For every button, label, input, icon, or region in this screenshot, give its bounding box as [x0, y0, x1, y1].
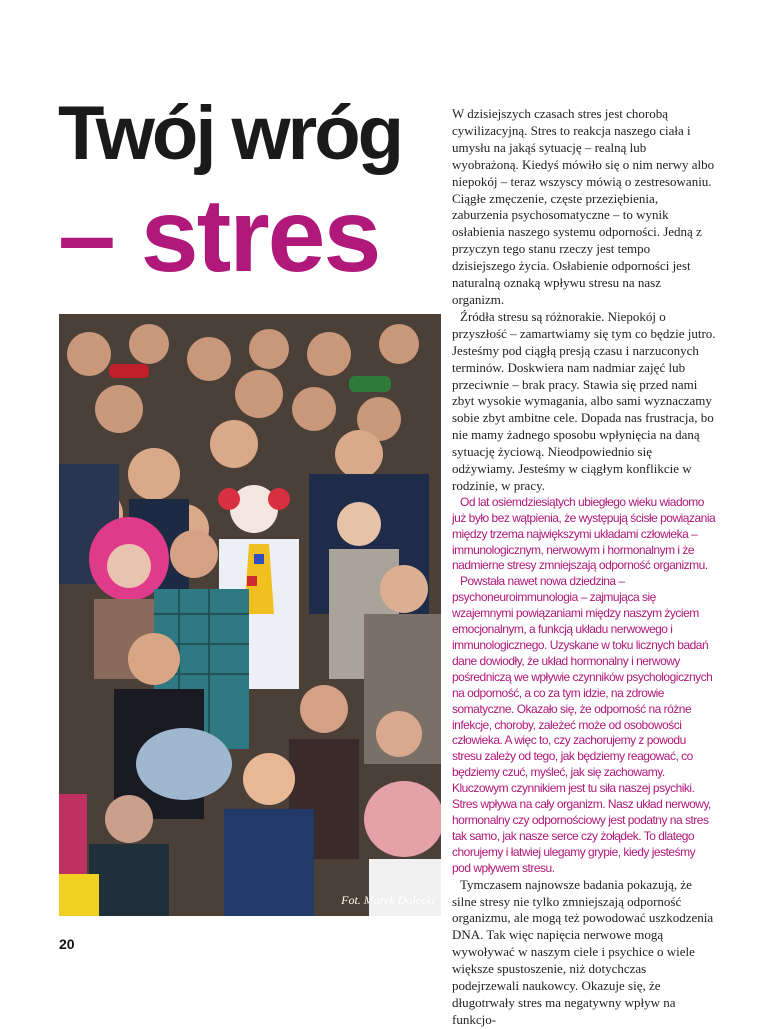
article-column — [452, 106, 716, 1029]
crowd-photo-illustration — [59, 314, 441, 916]
crowd-photo — [59, 314, 441, 916]
paragraph-4: Powstała nawet nowa dziedzina – psychoneuroimmunologia – zajmująca się wzajemnymi powiązaniami między naszym życiem emocjonalnym, a funkcją układu nerwowego i immunologicznego. Uzyskane w toku licznych badań dane dowiodły, że układ hormonalny i nerwowy pośredniczą we wpływie czynników psychologicznych na odporność, a co za tym idzie, na zdrowie somatyczne. Okazało się, że odporność na różne infekcje, choroby, zależeć może od osobowości człowieka. A więc to, czy zachorujemy z powodu stresu zależy od tego, jak będziemy reagować, co będziemy czuć, myśleć, jak się zachowamy. Kluczowym czynnikiem jest tu siła naszej psychiki. Stres wpływa na cały organizm. Nasz układ nerwowy, hormonalny czy odpornościowy jest podatny na stres tak samo, jak nasze serce czy żołądek. To dlatego chorujemy i łatwiej ulegamy grypie, kiedy jesteśmy pod wpływem stresu. — [452, 574, 713, 875]
title-line-1: Twój wróg — [58, 91, 402, 176]
title-line-2: – stres — [58, 178, 380, 294]
paragraph-1: W dzisiejszych czasach stres jest chorobą cywilizacyjną. Stres to reakcja naszego ciała i umysłu na jakąś sytuację – realną lub wyobrażoną. Kiedyś mówiło się o nim nerwy albo niepokój – teraz wszyscy mówią o zestresowaniu. Ciągłe zmęczenie, częste przeziębienia, zaburzenia psychosomatyczne – to wynik osłabienia naszego systemu odporności. Jedną z przyczyn tego stanu rzeczy jest tempo dzisiejszego życia. Osłabienie odporności jest naturalną oznaką wpływu stresu na nasz organizm. — [452, 106, 715, 307]
paragraph-2: Źródła stresu są różnorakie. Niepokój o przyszłość – zamartwiamy się tym co będzie jutro. Jesteśmy pod ciągłą presją czasu i narzuconych terminów. Doskwiera nam nadmiar zajęć lub przeciwnie – brak pracy. Stawia się przed nami zbyt wysokie wymagania, albo sami wyznaczamy sobie zbyt ambitne cele. Dopada nas frustracja, bo nie mamy żadnego sposobu wpłynięcia na daną sytuację życiową. Nieodpowiednio się odżywiamy. Jesteśmy w ciągłym konflikcie w rodzinie, w pracy. — [452, 308, 716, 493]
paragraph-3: Od lat osiemdziesiątych ubiegłego wieku wiadomo już było bez wątpienia, że występują ścisłe powiązania między trzema największymi układami człowieka – immunologicznym, nerwowym i hormonalnym i że nadmierne stresy zmniejszają odporność organizmu. — [452, 494, 716, 573]
page-number: 20 — [59, 936, 75, 952]
photo-credit: Fot. Marek Dolecki — [341, 893, 435, 907]
paragraph-5: Tymczasem najnowsze badania pokazują, że silne stresy nie tylko zmniejszają odporność organizmu, ale mogą też powodować uszkodzenia DNA. Tak więc napięcia nerwowe mogą wywoływać w naszym ciele i psychice o wiele większe spustoszenie, niż dotychczas podejrzewali naukowcy. Okazuje się, że długotrwały stres ma negatywny wpływ na funkcjo- — [452, 876, 714, 1027]
